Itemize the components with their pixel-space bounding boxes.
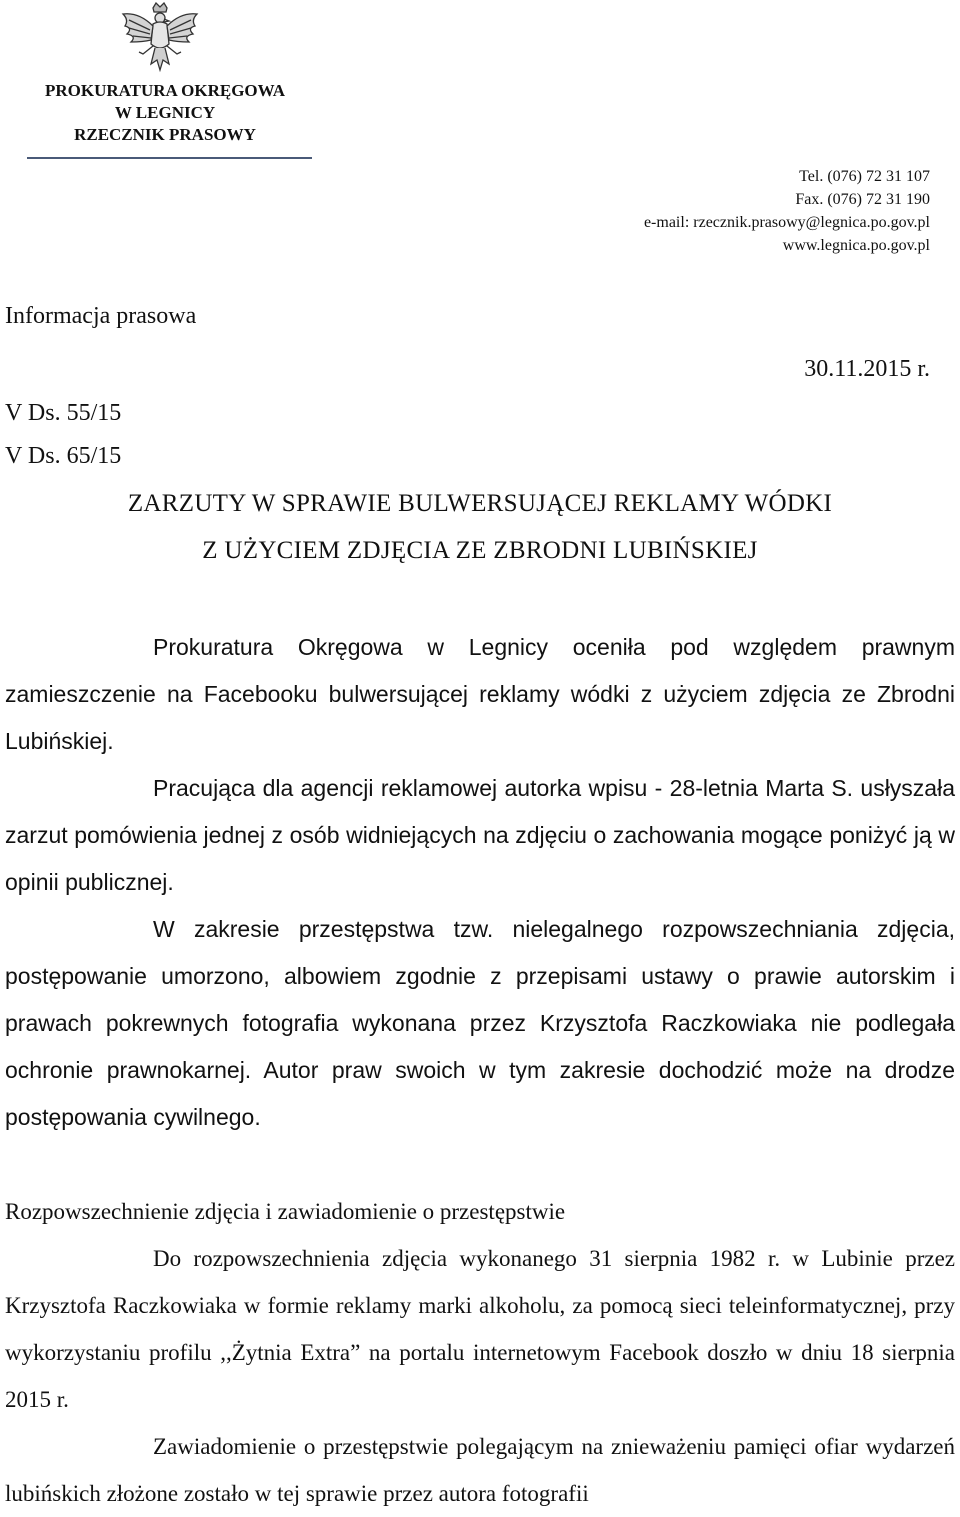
- page-title-line-1: ZARZUTY W SPRAWIE BULWERSUJĄCEJ REKLAMY WÓDKI: [127, 490, 833, 517]
- contact-tel: Tel. (076) 72 31 107: [799, 168, 930, 185]
- contact-email: e-mail: rzecznik.prasowy@legnica.po.gov.pl: [643, 214, 930, 231]
- body-paragraphs: [5, 624, 955, 1141]
- org-name-line-3: RZECZNIK PRASOWY: [74, 125, 256, 144]
- section-paragraph: Do rozpowszechnienia zdjęcia wykonanego 31 sierpnia 1982 r. w Lubinie przez Krzysztofa Raczkowiaka w formie reklamy marki alkoholu, za pomocą sieci teleinformatycznej, przy wykorzystaniu profilu ,,Żytnia Extra” na portalu internetowym Facebook doszło w dniu 18 sierpnia 2015 r.: [5, 1246, 955, 1412]
- org-name-line-2: W LEGNICY: [114, 103, 216, 122]
- case-number: V Ds. 55/15: [5, 400, 122, 426]
- polish-eagle-emblem-icon: [117, 2, 203, 80]
- org-name-line-1: PROKURATURA OKRĘGOWA: [44, 81, 286, 100]
- body-paragraph: Pracująca dla agencji reklamowej autorka wpisu - 28-letnia Marta S. usłyszała zarzut pomówienia jednej z osób widniejących na zdjęciu o zachowania mogące poniżyć ją w opinii publicznej.: [5, 775, 955, 895]
- document-type: Informacja prasowa: [5, 303, 197, 329]
- contact-fax: Fax. (076) 72 31 190: [795, 191, 930, 208]
- header-rule: [27, 157, 312, 159]
- contact-website: www.legnica.po.gov.pl: [782, 237, 930, 254]
- section-paragraphs: [5, 1235, 955, 1517]
- document-date: 30.11.2015 r.: [804, 356, 930, 382]
- case-number: V Ds. 65/15: [5, 443, 122, 469]
- body-paragraph: Prokuratura Okręgowa w Legnicy oceniła pod względem prawnym zamieszczenie na Facebooku bulwersującej reklamy wódki z użyciem zdjęcia ze Zbrodni Lubińskiej.: [5, 634, 955, 754]
- page-title-line-2: Z UŻYCIEM ZDJĘCIA ZE ZBRODNI LUBIŃSKIEJ: [202, 537, 758, 564]
- section-paragraph: Zawiadomienie o przestępstwie polegającym na znieważeniu pamięci ofiar wydarzeń lubińskich złożone zostało w tej sprawie przez autora fotografii: [5, 1434, 955, 1506]
- section-heading: Rozpowszechnienie zdjęcia i zawiadomienie o przestępstwie: [5, 1199, 566, 1224]
- body-paragraph: W zakresie przestępstwa tzw. nielegalnego rozpowszechniania zdjęcia, postępowanie umorzono, albowiem zgodnie z przepisami ustawy o prawie autorskim i prawach pokrewnych fotografia wykonana przez Krzysztofa Raczkowiaka nie podlegała ochronie prawnokarnej. Autor praw swoich w tym zakresie dochodzić może na drodze postępowania cywilnego.: [5, 916, 955, 1130]
